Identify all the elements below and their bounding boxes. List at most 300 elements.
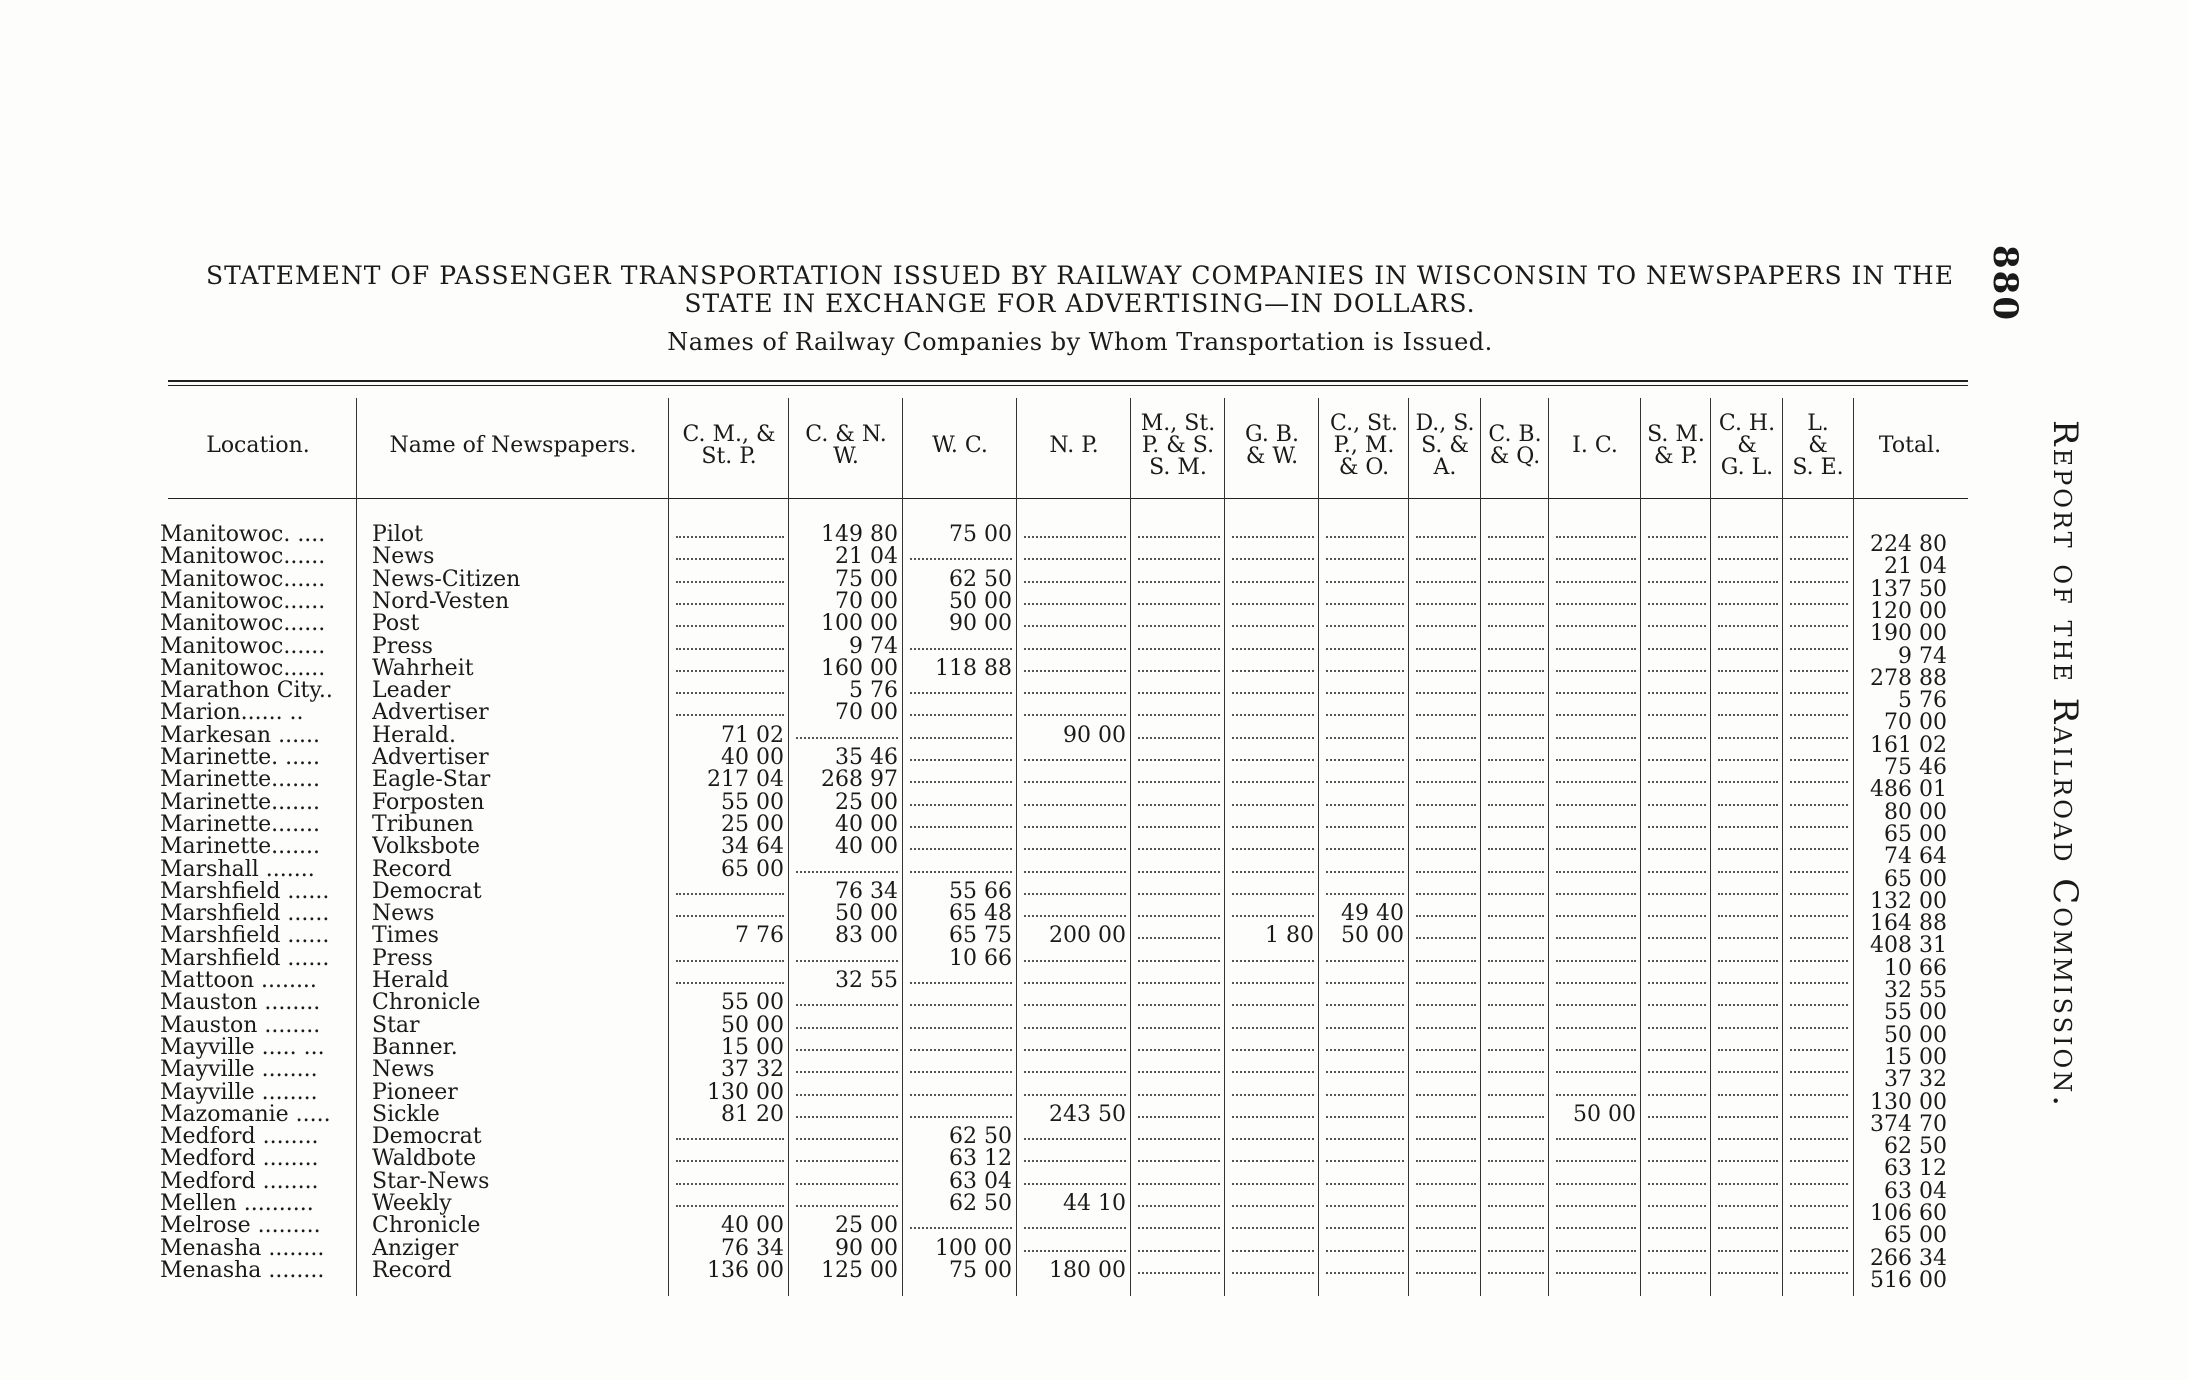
empty-dots-cnw [796, 1082, 898, 1096]
empty-dots-chgl [1718, 569, 1778, 583]
amount-cell-cmstp: 34 64 [721, 836, 784, 859]
table-row [160, 658, 1980, 680]
amount-cell-cmstp: 136 00 [707, 1259, 784, 1282]
table-row [160, 1238, 1980, 1260]
empty-dots-cbq [1488, 881, 1544, 895]
location-cell: Manitowoc...... [160, 546, 326, 569]
empty-dots-mstp [1138, 948, 1220, 962]
table-row [160, 970, 1980, 992]
newspaper-cell: Wahrheit [372, 657, 474, 680]
location-cell: Menasha ........ [160, 1259, 325, 1282]
empty-dots-lse [1790, 1104, 1848, 1118]
empty-dots-cmstp [676, 1193, 784, 1207]
total-cell: 164 88 [1870, 911, 1947, 937]
amount-cell-cmstp: 76 34 [721, 1237, 784, 1260]
table-row [160, 1037, 1980, 1059]
empty-dots-cbq [1488, 1059, 1544, 1073]
empty-dots-cstpmo [1326, 747, 1404, 761]
empty-dots-smp [1648, 1193, 1706, 1207]
location-cell: Menasha ........ [160, 1237, 325, 1260]
empty-dots-smp [1648, 859, 1706, 873]
total-cell: 21 04 [1884, 554, 1947, 580]
table-row [160, 769, 1980, 791]
empty-dots-cstpmo [1326, 970, 1404, 984]
empty-dots-mstp [1138, 836, 1220, 850]
newspaper-cell: Times [372, 925, 439, 948]
total-cell: 70 00 [1884, 710, 1947, 736]
empty-dots-lse [1790, 859, 1848, 873]
empty-dots-np [1024, 702, 1126, 716]
newspaper-cell: Waldbote [372, 1148, 477, 1171]
newspaper-cell: Star-News [372, 1170, 490, 1193]
empty-dots-np [1024, 591, 1126, 605]
amount-cell-ic: 50 00 [1573, 1103, 1636, 1126]
empty-dots-dssa [1416, 546, 1476, 560]
empty-dots-gbw [1232, 1082, 1314, 1096]
table-row [160, 1082, 1980, 1104]
empty-dots-smp [1648, 1082, 1706, 1096]
empty-dots-cmstp [676, 1148, 784, 1162]
empty-dots-gbw [1232, 591, 1314, 605]
empty-dots-lse [1790, 769, 1848, 783]
empty-dots-cmstp [676, 702, 784, 716]
empty-dots-np [1024, 1059, 1126, 1073]
empty-dots-dssa [1416, 1193, 1476, 1207]
empty-dots-mstp [1138, 859, 1220, 873]
col-header-newspaper: Name of Newspapers. [389, 432, 637, 458]
empty-dots-mstp [1138, 613, 1220, 627]
col-header-cbq: C. B. & Q. [1488, 421, 1542, 469]
empty-dots-np [1024, 948, 1126, 962]
empty-dots-dssa [1416, 1171, 1476, 1185]
amount-cell-cnw: 149 80 [821, 524, 898, 546]
empty-dots-cstpmo [1326, 992, 1404, 1006]
empty-dots-np [1024, 680, 1126, 694]
amount-cell-cnw: 5 76 [849, 680, 898, 703]
empty-dots-smp [1648, 792, 1706, 806]
empty-dots-cbq [1488, 1126, 1544, 1140]
location-cell: Marinette....... [160, 813, 321, 836]
total-cell: 190 00 [1870, 621, 1947, 647]
total-cell: 161 02 [1870, 732, 1947, 758]
amount-cell-cmstp: 40 00 [721, 1215, 784, 1238]
empty-dots-dssa [1416, 881, 1476, 895]
location-cell: Manitowoc...... [160, 568, 326, 591]
total-cell: 55 00 [1884, 1000, 1947, 1026]
empty-dots-lse [1790, 948, 1848, 962]
empty-dots-chgl [1718, 613, 1778, 627]
empty-dots-gbw [1232, 881, 1314, 895]
empty-dots-gbw [1232, 702, 1314, 716]
empty-dots-np [1024, 636, 1126, 650]
col-header-dssa: D., S. S. & A. [1415, 410, 1475, 480]
empty-dots-mstp [1138, 970, 1220, 984]
empty-dots-wc [910, 546, 1012, 560]
empty-dots-chgl [1718, 1148, 1778, 1162]
total-cell: 10 66 [1884, 955, 1947, 981]
empty-dots-smp [1648, 1148, 1706, 1162]
table-row [160, 569, 1980, 591]
empty-dots-lse [1790, 1148, 1848, 1162]
location-cell: Manitowoc...... [160, 635, 326, 658]
empty-dots-np [1024, 658, 1126, 672]
location-cell: Marshfield ...... [160, 947, 330, 970]
table-row [160, 1015, 1980, 1037]
empty-dots-dssa [1416, 658, 1476, 672]
empty-dots-gbw [1232, 1126, 1314, 1140]
empty-dots-cbq [1488, 992, 1544, 1006]
empty-dots-ic [1556, 1126, 1636, 1140]
amount-cell-wc: 75 00 [949, 524, 1012, 546]
empty-dots-mstp [1138, 747, 1220, 761]
empty-dots-dssa [1416, 948, 1476, 962]
empty-dots-dssa [1416, 591, 1476, 605]
amount-cell-cnw: 50 00 [835, 903, 898, 926]
empty-dots-cbq [1488, 903, 1544, 917]
empty-dots-mstp [1138, 524, 1220, 538]
empty-dots-chgl [1718, 1104, 1778, 1118]
empty-dots-cbq [1488, 1082, 1544, 1096]
empty-dots-chgl [1718, 836, 1778, 850]
empty-dots-cnw [796, 725, 898, 739]
empty-dots-cmstp [676, 1171, 784, 1185]
newspaper-cell: News [372, 546, 435, 569]
empty-dots-mstp [1138, 814, 1220, 828]
empty-dots-cbq [1488, 1148, 1544, 1162]
table-row [160, 881, 1980, 903]
newspaper-cell: Press [372, 947, 433, 970]
empty-dots-wc [910, 792, 1012, 806]
empty-dots-cbq [1488, 859, 1544, 873]
empty-dots-dssa [1416, 680, 1476, 694]
empty-dots-cmstp [676, 591, 784, 605]
empty-dots-ic [1556, 970, 1636, 984]
table-row [160, 546, 1980, 568]
empty-dots-lse [1790, 524, 1848, 538]
newspaper-cell: Sickle [372, 1103, 440, 1126]
empty-dots-ic [1556, 569, 1636, 583]
empty-dots-smp [1648, 1260, 1706, 1274]
col-header-smp: S. M. & P. [1647, 421, 1705, 469]
location-cell: Melrose ......... [160, 1215, 321, 1238]
empty-dots-smp [1648, 769, 1706, 783]
newspaper-cell: News [372, 1059, 435, 1082]
empty-dots-gbw [1232, 948, 1314, 962]
empty-dots-cbq [1488, 836, 1544, 850]
empty-dots-cnw [796, 1015, 898, 1029]
empty-dots-gbw [1232, 903, 1314, 917]
empty-dots-cstpmo [1326, 948, 1404, 962]
total-cell: 9 74 [1898, 643, 1947, 669]
amount-cell-cmstp: 50 00 [721, 1014, 784, 1037]
newspaper-cell: Herald. [372, 724, 456, 747]
col-header-chgl: C. H. & G. L. [1718, 410, 1776, 480]
empty-dots-smp [1648, 702, 1706, 716]
empty-dots-dssa [1416, 792, 1476, 806]
table-row [160, 613, 1980, 635]
empty-dots-dssa [1416, 1104, 1476, 1118]
location-cell: Marinette....... [160, 836, 321, 859]
empty-dots-smp [1648, 524, 1706, 538]
amount-cell-cmstp: 40 00 [721, 747, 784, 769]
newspaper-cell: Post [372, 613, 420, 636]
empty-dots-wc [910, 1059, 1012, 1073]
empty-dots-lse [1790, 1238, 1848, 1252]
empty-dots-cstpmo [1326, 680, 1404, 694]
empty-dots-gbw [1232, 524, 1314, 538]
empty-dots-cbq [1488, 658, 1544, 672]
amount-cell-np: 44 10 [1063, 1193, 1126, 1215]
empty-dots-ic [1556, 1193, 1636, 1207]
location-cell: Marathon City.. [160, 680, 333, 703]
total-cell: 32 55 [1884, 978, 1947, 1003]
empty-dots-dssa [1416, 814, 1476, 828]
table-row [160, 1104, 1980, 1126]
empty-dots-smp [1648, 591, 1706, 605]
empty-dots-cbq [1488, 1171, 1544, 1185]
empty-dots-ic [1556, 524, 1636, 538]
empty-dots-ic [1556, 591, 1636, 605]
empty-dots-lse [1790, 591, 1848, 605]
newspaper-cell: Democrat [372, 1126, 482, 1149]
amount-cell-cnw: 125 00 [821, 1259, 898, 1282]
amount-cell-cmstp: 217 04 [707, 769, 784, 792]
location-cell: Manitowoc. .... [160, 524, 326, 546]
empty-dots-gbw [1232, 992, 1314, 1006]
empty-dots-cbq [1488, 636, 1544, 650]
empty-dots-cstpmo [1326, 546, 1404, 560]
newspaper-cell: News-Citizen [372, 568, 521, 591]
empty-dots-smp [1648, 546, 1706, 560]
total-cell: 15 00 [1884, 1044, 1947, 1070]
newspaper-cell: News [372, 903, 435, 926]
empty-dots-cbq [1488, 591, 1544, 605]
empty-dots-smp [1648, 569, 1706, 583]
location-cell: Manitowoc...... [160, 613, 326, 636]
table-row [160, 792, 1980, 814]
col-header-cnw: C. & N. W. [805, 421, 887, 469]
empty-dots-smp [1648, 881, 1706, 895]
amount-cell-wc: 62 50 [949, 1126, 1012, 1149]
empty-dots-cstpmo [1326, 1126, 1404, 1140]
empty-dots-gbw [1232, 814, 1314, 828]
empty-dots-cstpmo [1326, 658, 1404, 672]
empty-dots-wc [910, 1015, 1012, 1029]
empty-dots-ic [1556, 792, 1636, 806]
empty-dots-gbw [1232, 613, 1314, 627]
location-cell: Mayville ........ [160, 1059, 318, 1082]
empty-dots-cbq [1488, 524, 1544, 538]
empty-dots-cstpmo [1326, 613, 1404, 627]
empty-dots-chgl [1718, 948, 1778, 962]
table-row [160, 1171, 1980, 1193]
empty-dots-smp [1648, 1015, 1706, 1029]
empty-dots-dssa [1416, 747, 1476, 761]
empty-dots-np [1024, 524, 1126, 538]
empty-dots-gbw [1232, 1015, 1314, 1029]
empty-dots-cbq [1488, 546, 1544, 560]
empty-dots-cstpmo [1326, 814, 1404, 828]
empty-dots-dssa [1416, 859, 1476, 873]
col-header-location: Location. [206, 432, 310, 458]
empty-dots-mstp [1138, 725, 1220, 739]
empty-dots-mstp [1138, 1148, 1220, 1162]
newspaper-cell: Pilot [372, 524, 423, 546]
empty-dots-mstp [1138, 658, 1220, 672]
amount-cell-np: 243 50 [1049, 1103, 1126, 1126]
table-row [160, 636, 1980, 658]
empty-dots-np [1024, 1171, 1126, 1185]
empty-dots-ic [1556, 948, 1636, 962]
empty-dots-mstp [1138, 1015, 1220, 1029]
table-row [160, 1148, 1980, 1170]
empty-dots-chgl [1718, 925, 1778, 939]
empty-dots-wc [910, 1037, 1012, 1051]
total-cell: 74 64 [1884, 844, 1947, 870]
empty-dots-cbq [1488, 1037, 1544, 1051]
empty-dots-cstpmo [1326, 1238, 1404, 1252]
empty-dots-mstp [1138, 992, 1220, 1006]
empty-dots-chgl [1718, 591, 1778, 605]
table-row [160, 1215, 1980, 1237]
table-row [160, 1059, 1980, 1081]
empty-dots-dssa [1416, 1059, 1476, 1073]
empty-dots-dssa [1416, 903, 1476, 917]
table-row [160, 903, 1980, 925]
col-header-mstp: M., St. P. & S. S. M. [1140, 410, 1216, 480]
empty-dots-ic [1556, 613, 1636, 627]
empty-dots-np [1024, 1238, 1126, 1252]
empty-dots-smp [1648, 747, 1706, 761]
amount-cell-np: 180 00 [1049, 1259, 1126, 1282]
amount-cell-cmstp: 130 00 [707, 1081, 784, 1104]
empty-dots-gbw [1232, 1104, 1314, 1118]
total-cell: 75 46 [1884, 755, 1947, 780]
empty-dots-lse [1790, 569, 1848, 583]
empty-dots-cmstp [676, 546, 784, 560]
amount-cell-np: 200 00 [1049, 925, 1126, 948]
amount-cell-wc: 63 04 [949, 1170, 1012, 1193]
empty-dots-np [1024, 1215, 1126, 1229]
empty-dots-cstpmo [1326, 1148, 1404, 1162]
empty-dots-cmstp [676, 524, 784, 538]
newspaper-cell: Chronicle [372, 1215, 481, 1238]
empty-dots-smp [1648, 613, 1706, 627]
empty-dots-wc [910, 769, 1012, 783]
empty-dots-dssa [1416, 636, 1476, 650]
empty-dots-np [1024, 814, 1126, 828]
location-cell: Marinette....... [160, 769, 321, 792]
empty-dots-smp [1648, 1059, 1706, 1073]
table-row [160, 524, 1980, 546]
empty-dots-dssa [1416, 524, 1476, 538]
empty-dots-lse [1790, 836, 1848, 850]
newspaper-cell: Nord-Vesten [372, 590, 510, 613]
amount-cell-wc: 65 75 [949, 925, 1012, 948]
amount-cell-wc: 100 00 [935, 1237, 1012, 1260]
col-header-np: N. P. [1049, 432, 1099, 458]
empty-dots-ic [1556, 1260, 1636, 1274]
empty-dots-cstpmo [1326, 1082, 1404, 1096]
empty-dots-lse [1790, 903, 1848, 917]
amount-cell-wc: 62 50 [949, 1193, 1012, 1215]
amount-cell-cnw: 160 00 [821, 657, 898, 680]
empty-dots-mstp [1138, 1082, 1220, 1096]
location-cell: Marshall ....... [160, 858, 315, 881]
newspaper-cell: Volksbote [372, 836, 480, 859]
empty-dots-mstp [1138, 636, 1220, 650]
empty-dots-np [1024, 769, 1126, 783]
amount-cell-cnw: 70 00 [835, 590, 898, 613]
empty-dots-cstpmo [1326, 1171, 1404, 1185]
empty-dots-cnw [796, 1059, 898, 1073]
empty-dots-gbw [1232, 569, 1314, 583]
empty-dots-lse [1790, 546, 1848, 560]
empty-dots-dssa [1416, 1148, 1476, 1162]
empty-dots-cnw [796, 948, 898, 962]
newspaper-cell: Forposten [372, 791, 485, 814]
location-cell: Mazomanie ..... [160, 1103, 331, 1126]
empty-dots-dssa [1416, 725, 1476, 739]
amount-cell-cnw: 70 00 [835, 702, 898, 725]
total-cell: 132 00 [1870, 888, 1947, 914]
empty-dots-np [1024, 992, 1126, 1006]
empty-dots-chgl [1718, 792, 1778, 806]
empty-dots-wc [910, 725, 1012, 739]
empty-dots-np [1024, 1148, 1126, 1162]
total-cell: 374 70 [1870, 1111, 1947, 1137]
newspaper-cell: Tribunen [372, 813, 474, 836]
empty-dots-cbq [1488, 1238, 1544, 1252]
amount-cell-wc: 65 48 [949, 903, 1012, 926]
empty-dots-ic [1556, 1215, 1636, 1229]
empty-dots-cbq [1488, 1104, 1544, 1118]
empty-dots-chgl [1718, 903, 1778, 917]
empty-dots-gbw [1232, 1148, 1314, 1162]
empty-dots-ic [1556, 925, 1636, 939]
newspaper-cell: Record [372, 858, 452, 881]
empty-dots-chgl [1718, 992, 1778, 1006]
empty-dots-np [1024, 613, 1126, 627]
amount-cell-wc: 62 50 [949, 568, 1012, 591]
table-row [160, 992, 1980, 1014]
empty-dots-cmstp [676, 948, 784, 962]
empty-dots-cmstp [676, 636, 784, 650]
empty-dots-smp [1648, 1126, 1706, 1140]
amount-cell-cmstp: 15 00 [721, 1036, 784, 1059]
total-cell: 5 76 [1898, 688, 1947, 714]
empty-dots-chgl [1718, 747, 1778, 761]
empty-dots-cbq [1488, 680, 1544, 694]
empty-dots-cnw [796, 1037, 898, 1051]
table-row [160, 702, 1980, 724]
amount-cell-cmstp: 65 00 [721, 858, 784, 881]
empty-dots-wc [910, 859, 1012, 873]
empty-dots-lse [1790, 658, 1848, 672]
table-row [160, 814, 1980, 836]
empty-dots-cstpmo [1326, 1193, 1404, 1207]
empty-dots-cmstp [676, 569, 784, 583]
empty-dots-lse [1790, 992, 1848, 1006]
empty-dots-lse [1790, 680, 1848, 694]
total-cell: 50 00 [1884, 1022, 1947, 1048]
empty-dots-ic [1556, 658, 1636, 672]
amount-cell-cnw: 40 00 [835, 836, 898, 859]
empty-dots-cnw [796, 1126, 898, 1140]
empty-dots-np [1024, 881, 1126, 895]
newspaper-cell: Anziger [372, 1237, 459, 1260]
table-row [160, 1126, 1980, 1148]
